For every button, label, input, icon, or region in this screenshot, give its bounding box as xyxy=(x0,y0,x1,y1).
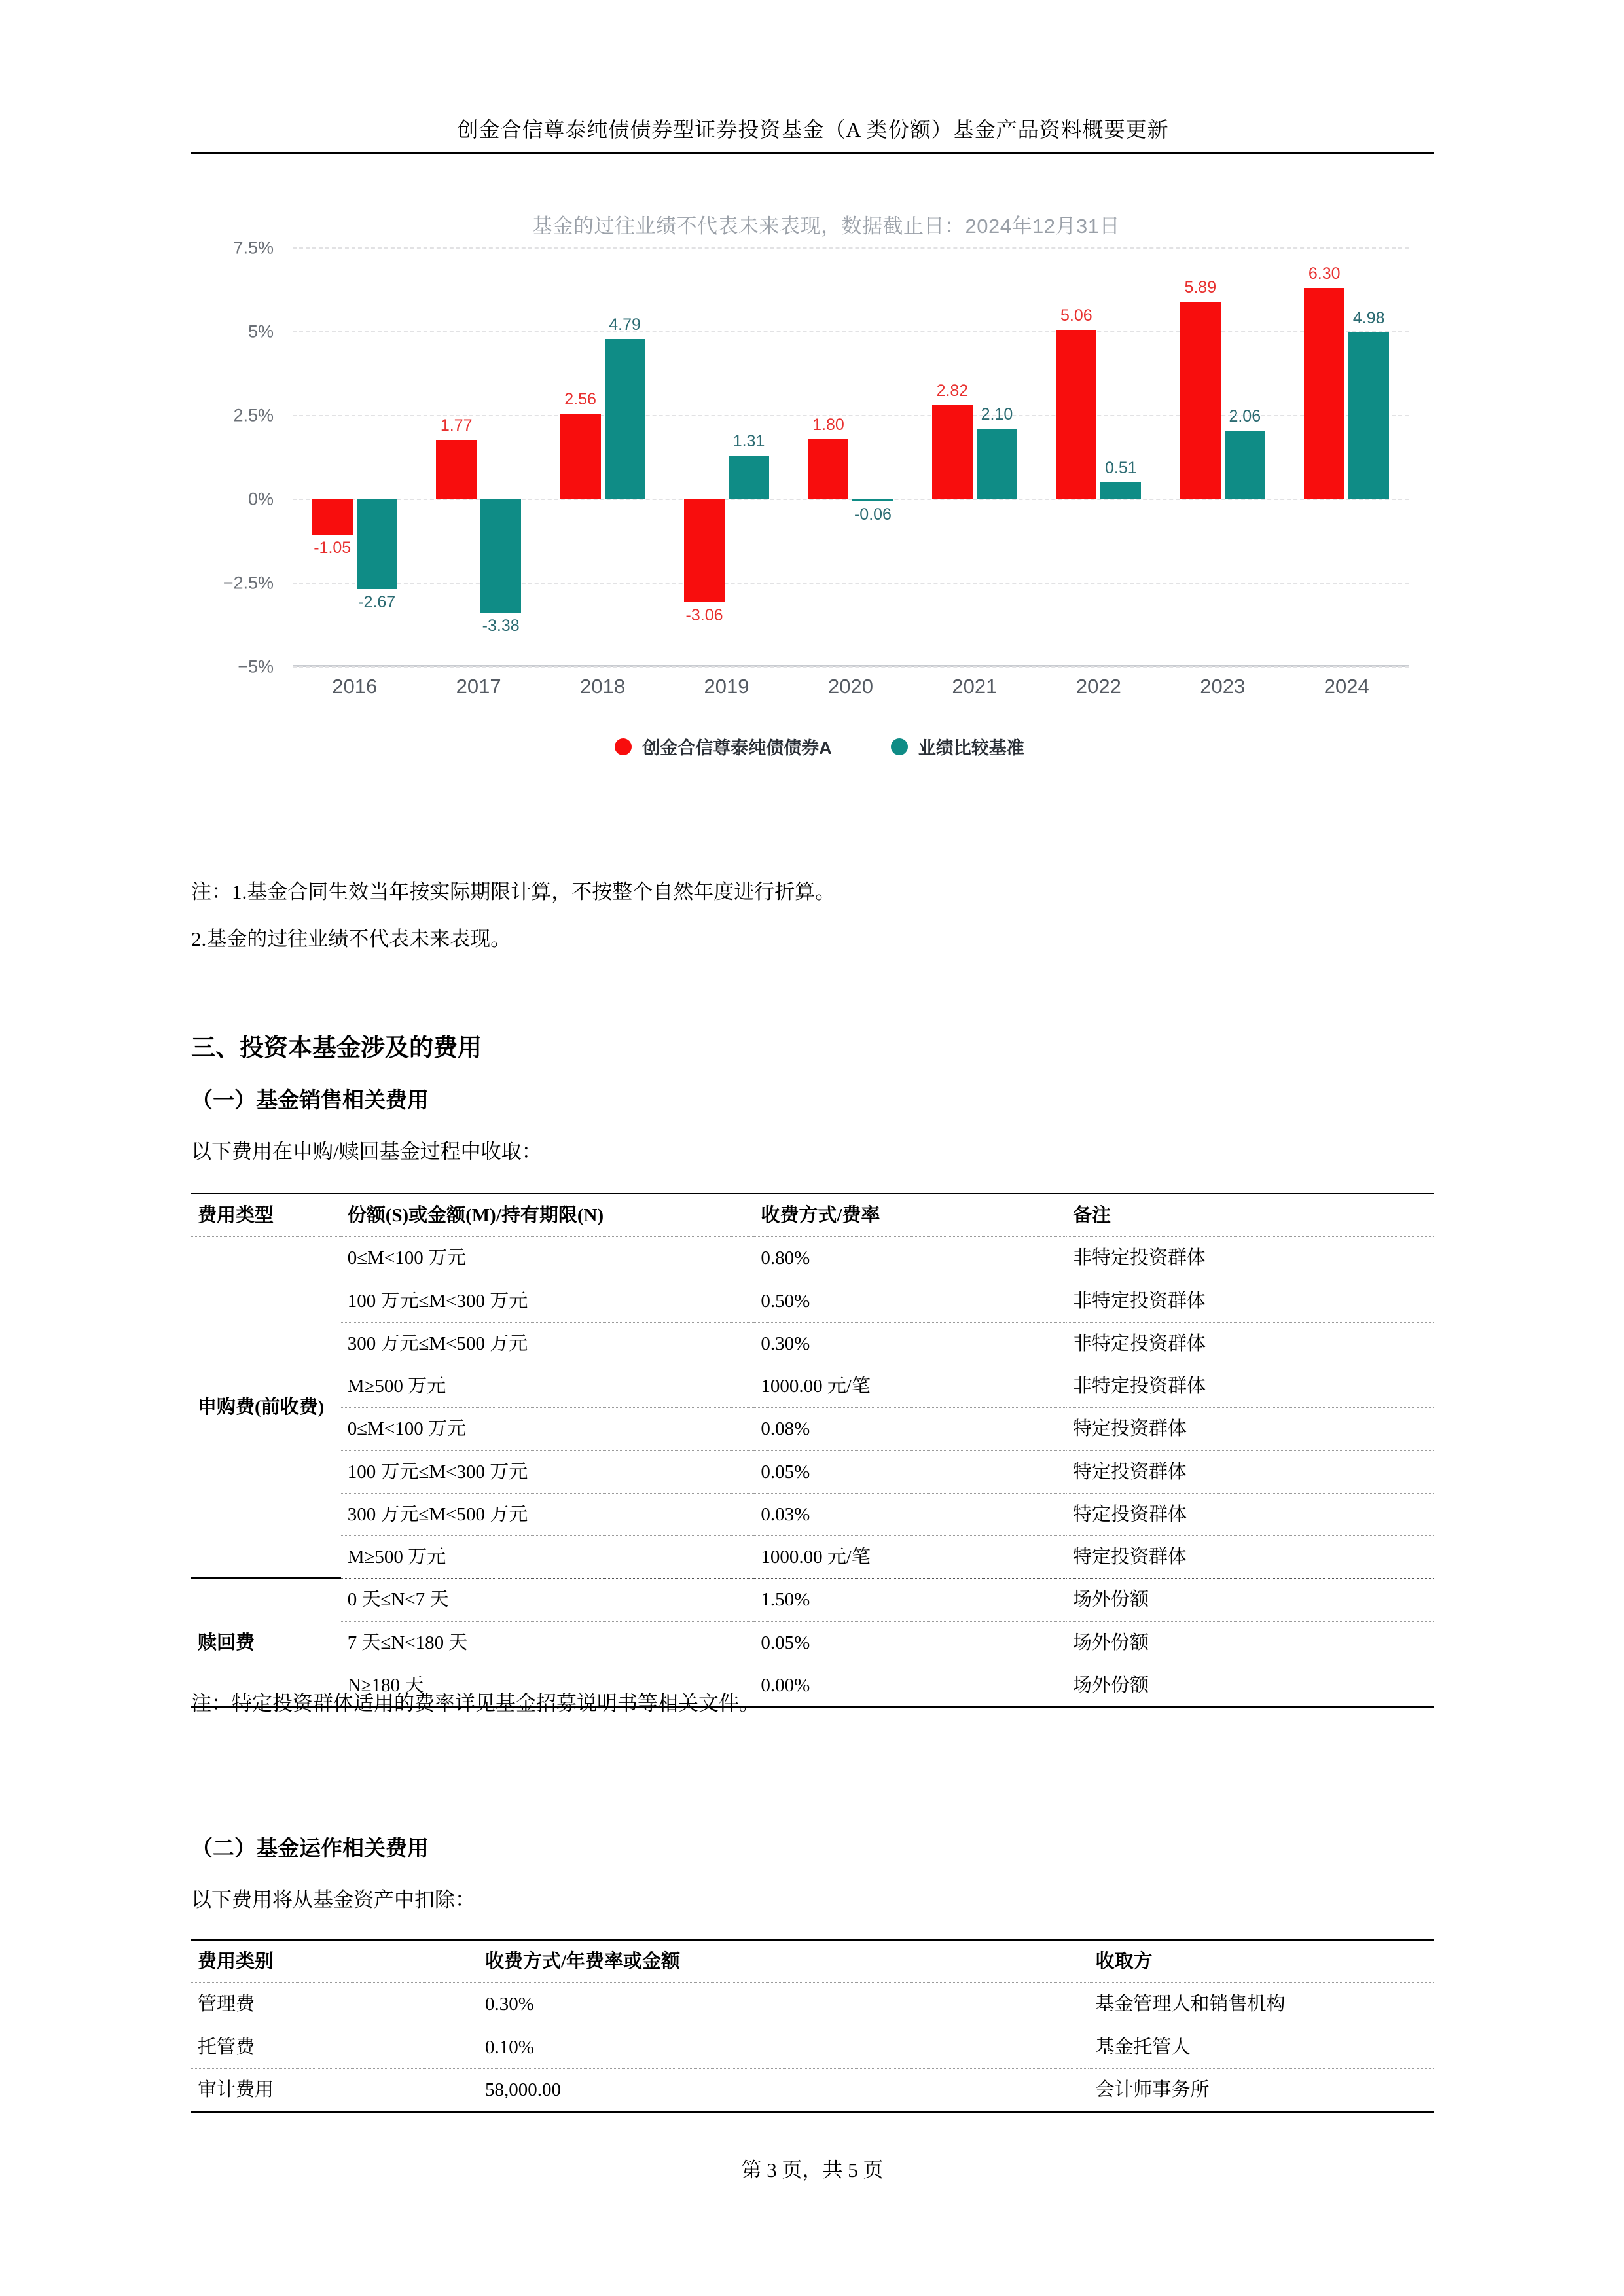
fee-recipient-cell: 基金管理人和销售机构 xyxy=(1089,1983,1434,2026)
chart-bar xyxy=(1225,431,1265,499)
fee-recipient-cell: 会计师事务所 xyxy=(1089,2068,1434,2111)
bar-value-label: -3.38 xyxy=(482,617,520,636)
bar-value-label: 5.89 xyxy=(1184,278,1217,297)
legend-item xyxy=(615,734,832,759)
chart-bar xyxy=(932,405,973,499)
chart-bar xyxy=(357,499,397,589)
fee-rate-cell: 0.05% xyxy=(754,1621,1066,1664)
fee-range-cell: 0 天≤N<7 天 xyxy=(341,1579,755,1621)
fee-rate-cell: 0.80% xyxy=(754,1237,1066,1280)
fee-range-cell: M≥500 万元 xyxy=(341,1536,755,1579)
fee-remark-cell: 场外份额 xyxy=(1066,1621,1434,1664)
y-axis-tick: −2.5% xyxy=(223,573,274,593)
table-header-row xyxy=(191,1940,1434,1983)
fee-category-cell: 管理费 xyxy=(191,1983,478,2026)
chart-bar xyxy=(684,499,725,602)
bar-value-label: 6.30 xyxy=(1308,264,1341,283)
operation-fee-table-head xyxy=(191,1940,1434,1983)
table-row xyxy=(191,1280,1434,1322)
fee-range-cell: 0≤M<100 万元 xyxy=(341,1237,755,1280)
fee-range-cell: 300 万元≤M<500 万元 xyxy=(341,1322,755,1365)
chart-bar xyxy=(605,339,645,499)
x-axis-tick: 2023 xyxy=(1200,675,1246,698)
chart-bar xyxy=(480,499,521,613)
fee-category-cell: 托管费 xyxy=(191,2026,478,2068)
performance-chart xyxy=(191,209,1435,825)
bar-slot xyxy=(1348,248,1389,667)
chart-bar xyxy=(977,429,1017,499)
fee-range-cell: 7 天≤N<180 天 xyxy=(341,1621,755,1664)
fee-remark-cell: 非特定投资群体 xyxy=(1066,1280,1434,1322)
y-axis-tick: 0% xyxy=(247,489,274,509)
fee-remark-cell: 非特定投资群体 xyxy=(1066,1237,1434,1280)
fee-rate-cell: 1.50% xyxy=(754,1579,1066,1621)
fee-remark-cell: 特定投资群体 xyxy=(1066,1408,1434,1450)
x-axis-tick: 2024 xyxy=(1324,675,1369,698)
bar-slot xyxy=(1180,248,1221,667)
bar-slot xyxy=(684,248,725,667)
fee-range-cell: 0≤M<100 万元 xyxy=(341,1408,755,1450)
sales-fee-table-body xyxy=(191,1237,1434,1708)
bar-slot xyxy=(605,248,645,667)
chart-bar xyxy=(1304,288,1344,499)
legend-marker-icon xyxy=(891,738,908,755)
bar-value-label: 2.06 xyxy=(1229,406,1261,425)
bar-slot xyxy=(480,248,521,667)
sales-fee-table xyxy=(191,1193,1434,1708)
section-heading-3: 三、投资本基金涉及的费用 xyxy=(191,1035,482,1062)
bar-value-label: 1.80 xyxy=(812,415,844,434)
legend-label: 业绩比较基准 xyxy=(918,738,1024,758)
table-row xyxy=(191,1322,1434,1365)
table-row xyxy=(191,1365,1434,1408)
bar-slot xyxy=(932,248,973,667)
fee-rate-cell: 0.50% xyxy=(754,1280,1066,1322)
bar-value-label: -0.06 xyxy=(854,505,892,524)
col-header-rate: 收费方式/费率 xyxy=(754,1194,1066,1237)
table-row xyxy=(191,1621,1434,1664)
col-header-rate-amount: 收费方式/年费率或金额 xyxy=(478,1940,1089,1983)
chart-title: 基金的过往业绩不代表未来表现，数据截止日：2024年12月31日 xyxy=(532,215,1120,238)
chart-y-axis xyxy=(204,238,283,677)
bar-value-label: 2.82 xyxy=(936,381,969,400)
chart-bar xyxy=(560,414,601,499)
x-axis-tick: 2022 xyxy=(1075,675,1121,698)
subsection-heading-2: （二）基金运作相关费用 xyxy=(191,1837,429,1861)
x-axis-tick: 2018 xyxy=(580,675,626,698)
fee-rate-cell: 0.05% xyxy=(754,1450,1066,1493)
bar-group xyxy=(664,248,788,667)
bar-value-label: 1.31 xyxy=(732,431,765,450)
table-row xyxy=(191,1408,1434,1450)
page-footer: 第 3 页，共 5 页 xyxy=(741,2159,884,2181)
chart-note-line-2: 2.基金的过往业绩不代表未来表现。 xyxy=(191,927,511,950)
fee-rate-cell: 0.00% xyxy=(754,1664,1066,1707)
table-row xyxy=(191,1579,1434,1621)
bar-value-label: 4.79 xyxy=(609,315,641,334)
bar-group xyxy=(293,248,416,667)
bar-slot xyxy=(1225,248,1265,667)
bar-group xyxy=(1037,248,1161,667)
fee-amount-cell: 0.30% xyxy=(478,1983,1089,2026)
fee-range-cell: 100 万元≤M<300 万元 xyxy=(341,1280,755,1322)
fee-range-cell: 300 万元≤M<500 万元 xyxy=(341,1493,755,1535)
bar-slot xyxy=(729,248,769,667)
fee-remark-cell: 非特定投资群体 xyxy=(1066,1322,1434,1365)
subsection-2-intro: 以下费用将从基金资产中扣除： xyxy=(191,1888,475,1911)
table-header-row xyxy=(191,1194,1434,1237)
x-axis-tick: 2019 xyxy=(704,675,749,698)
bar-value-label: 2.10 xyxy=(981,405,1013,424)
bar-group xyxy=(1161,248,1284,667)
table-row xyxy=(191,2068,1434,2111)
table-row xyxy=(191,1450,1434,1493)
bar-slot xyxy=(436,248,477,667)
chart-note-1 xyxy=(191,876,1435,918)
bar-value-label: 1.77 xyxy=(440,416,473,435)
table-row xyxy=(191,1237,1434,1280)
bar-group xyxy=(416,248,540,667)
bar-value-label: 4.98 xyxy=(1352,309,1385,328)
bar-value-label: -2.67 xyxy=(358,592,396,611)
chart-bar xyxy=(312,499,353,535)
legend-item xyxy=(891,734,1024,759)
col-header-fee-category: 费用类别 xyxy=(191,1940,478,1983)
col-header-recipient: 收取方 xyxy=(1089,1940,1434,1983)
header-title: 创金合信尊泰纯债债券型证券投资基金（A 类份额）基金产品资料概要更新 xyxy=(457,118,1169,141)
chart-bar xyxy=(729,456,769,499)
x-axis-tick: 2016 xyxy=(332,675,378,698)
bar-value-label: -1.05 xyxy=(314,538,352,557)
fee-range-cell: N≥180 天 xyxy=(341,1664,755,1707)
bar-value-label: 2.56 xyxy=(564,389,596,408)
fee-remark-cell: 特定投资群体 xyxy=(1066,1493,1434,1535)
sales-fee-note: 注：特定投资群体适用的费率详见基金招募说明书等相关文件。 xyxy=(191,1692,759,1715)
subsection-heading-1: （一）基金销售相关费用 xyxy=(191,1089,429,1113)
col-header-remark: 备注 xyxy=(1066,1194,1434,1237)
fee-recipient-cell: 基金托管人 xyxy=(1089,2026,1434,2068)
table-row xyxy=(191,2026,1434,2068)
fee-amount-cell: 58,000.00 xyxy=(478,2068,1089,2111)
operation-fee-table xyxy=(191,1939,1434,2113)
col-header-range: 份额(S)或金额(M)/持有期限(N) xyxy=(341,1194,755,1237)
fee-rate-cell: 0.30% xyxy=(754,1322,1066,1365)
bar-slot xyxy=(1304,248,1344,667)
chart-bar xyxy=(1056,330,1096,499)
fee-range-cell: 100 万元≤M<300 万元 xyxy=(341,1450,755,1493)
x-axis-tick: 2021 xyxy=(952,675,998,698)
chart-bar xyxy=(1180,302,1221,499)
bar-value-label: 5.06 xyxy=(1060,306,1092,325)
subsection-1-intro: 以下费用在申购/赎回基金过程中收取： xyxy=(191,1140,542,1163)
header-divider xyxy=(191,152,1434,154)
bar-group xyxy=(789,248,912,667)
chart-plot-area xyxy=(204,238,1435,758)
chart-x-axis xyxy=(293,675,1409,698)
y-axis-tick: 5% xyxy=(247,321,274,342)
fee-category-cell: 审计费用 xyxy=(191,2068,478,2111)
bar-group xyxy=(1285,248,1409,667)
bar-slot xyxy=(808,248,848,667)
sales-fee-table-head xyxy=(191,1194,1434,1237)
table-row xyxy=(191,1536,1434,1579)
legend-marker-icon xyxy=(615,738,632,755)
bar-slot xyxy=(1056,248,1096,667)
table-row xyxy=(191,1493,1434,1535)
chart-bar xyxy=(436,440,477,499)
fee-remark-cell: 非特定投资群体 xyxy=(1066,1365,1434,1408)
y-axis-tick: −5% xyxy=(238,656,274,677)
legend-label: 创金合信尊泰纯债债券A xyxy=(642,738,832,758)
bar-value-label: 0.51 xyxy=(1105,458,1137,477)
chart-bar xyxy=(852,499,893,501)
col-header-fee-type: 费用类型 xyxy=(191,1194,341,1237)
fee-remark-cell: 场外份额 xyxy=(1066,1579,1434,1621)
table-row xyxy=(191,1983,1434,2026)
chart-bar xyxy=(808,439,848,499)
chart-bar xyxy=(1348,332,1389,499)
chart-bars xyxy=(293,248,1409,667)
y-axis-tick: 7.5% xyxy=(233,238,274,258)
bar-slot xyxy=(560,248,601,667)
fee-rate-cell: 0.08% xyxy=(754,1408,1066,1450)
fee-rate-cell: 1000.00 元/笔 xyxy=(754,1536,1066,1579)
operation-fee-table-body xyxy=(191,1983,1434,2112)
fee-rate-cell: 1000.00 元/笔 xyxy=(754,1365,1066,1408)
bar-slot xyxy=(852,248,893,667)
chart-bar xyxy=(1100,482,1141,499)
bar-group xyxy=(541,248,664,667)
fee-type-label: 申购费(前收费) xyxy=(191,1237,341,1579)
fee-remark-cell: 特定投资群体 xyxy=(1066,1536,1434,1579)
bar-group xyxy=(912,248,1036,667)
fee-rate-cell: 0.03% xyxy=(754,1493,1066,1535)
page-header xyxy=(191,115,1435,145)
fee-type-label: 赎回费 xyxy=(191,1579,341,1708)
fee-range-cell: M≥500 万元 xyxy=(341,1365,755,1408)
chart-note-line-1: 注：1.基金合同生效当年按实际期限计算，不按整个自然年度进行折算。 xyxy=(191,880,836,903)
fee-remark-cell: 场外份额 xyxy=(1066,1664,1434,1707)
bar-value-label: -3.06 xyxy=(685,605,723,624)
bar-slot xyxy=(312,248,353,667)
bar-slot xyxy=(977,248,1017,667)
x-axis-tick: 2020 xyxy=(827,675,873,698)
bar-slot xyxy=(1100,248,1141,667)
chart-legend xyxy=(204,734,1435,759)
y-axis-tick: 2.5% xyxy=(233,405,274,425)
fee-amount-cell: 0.10% xyxy=(478,2026,1089,2068)
chart-note-2 xyxy=(191,923,1435,965)
x-axis-tick: 2017 xyxy=(456,675,501,698)
fee-remark-cell: 特定投资群体 xyxy=(1066,1450,1434,1493)
bar-slot xyxy=(357,248,397,667)
